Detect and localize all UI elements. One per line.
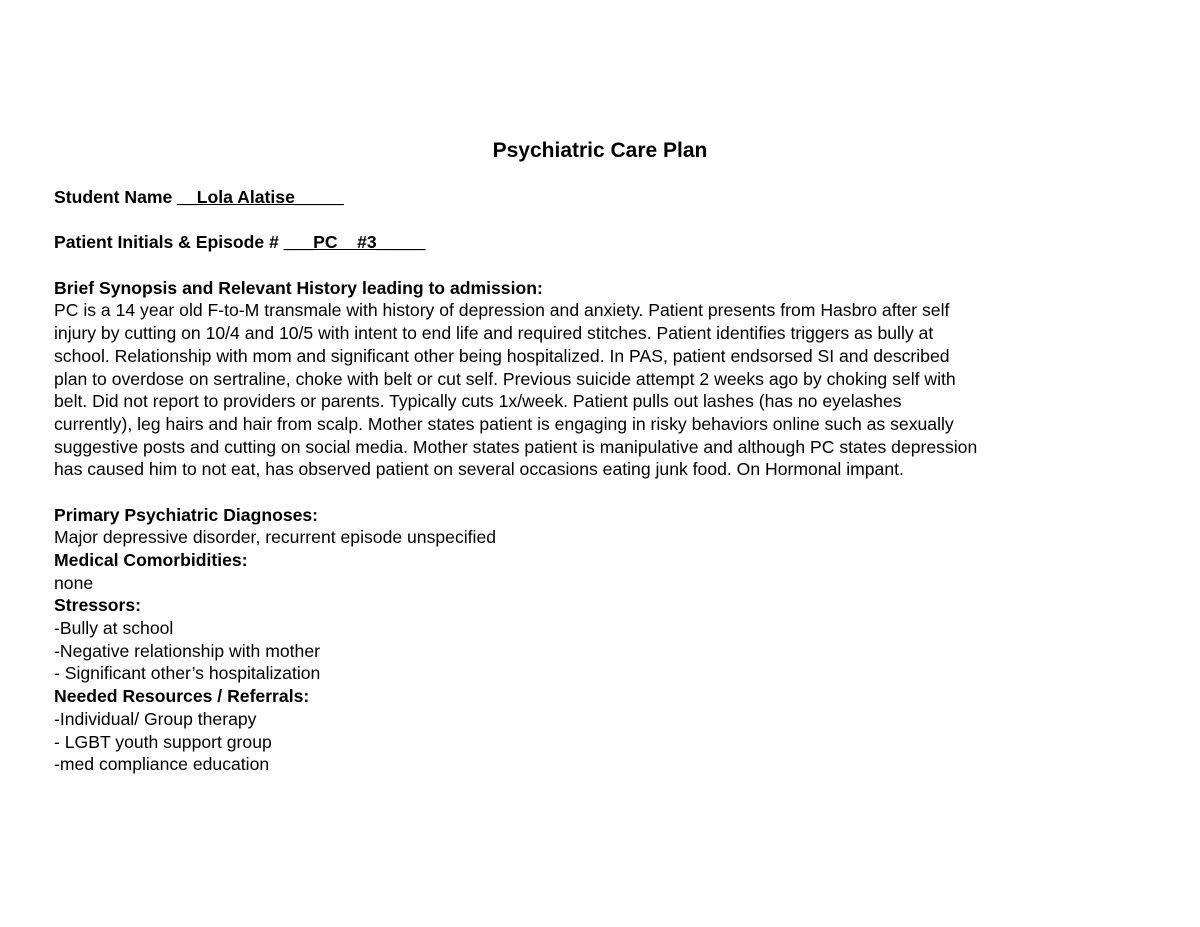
patient-initials-label: Patient Initials & Episode # (54, 232, 284, 253)
synopsis-heading: Brief Synopsis and Relevant History leading to admission: (54, 277, 543, 298)
stressor-item: -Negative relationship with mother (54, 640, 320, 661)
spacer (54, 209, 1154, 232)
care-plan-body (54, 186, 1154, 776)
patient-initials-line (54, 231, 1154, 254)
stressor-item: - Significant other’s hospitalization (54, 663, 321, 684)
resource-item: -Individual/ Group therapy (54, 708, 257, 729)
spacer (54, 254, 1154, 277)
stressor-item: -Bully at school (54, 618, 174, 639)
diagnosis-item: Major depressive disorder, recurrent episode unspecified (54, 527, 497, 548)
synopsis-line: suggestive posts and cutting on social media. Mother states patient is manipulative and although PC states depression (54, 436, 978, 457)
patient-initials-value: ___PC #3_____ (283, 232, 426, 253)
synopsis-line: school. Relationship with mom and significant other being hospitalized. In PAS, patient endsorsed SI and described (54, 345, 950, 366)
synopsis-line: injury by cutting on 10/4 and 10/5 with intent to end life and required stitches. Patient identifies triggers as bully at (54, 323, 934, 344)
resource-item: -med compliance education (54, 754, 270, 775)
resource-item: - LGBT youth support group (54, 731, 272, 752)
page-title: Psychiatric Care Plan (492, 139, 708, 162)
resources-heading: Needed Resources / Referrals: (54, 686, 310, 707)
diagnoses-heading: Primary Psychiatric Diagnoses: (54, 504, 319, 525)
student-name-label: Student Name (54, 187, 178, 207)
synopsis-text (54, 299, 1099, 481)
spacer (54, 481, 1154, 504)
comorbidity-item: none (54, 572, 94, 593)
comorbidities-heading: Medical Comorbidities: (54, 550, 248, 570)
student-name-line (54, 186, 1154, 209)
synopsis-line: belt. Did not report to providers or parents. Typically cuts 1x/week. Patient pulls out lashes (has no eyelashes (54, 391, 902, 412)
stressors-heading: Stressors: (54, 595, 142, 616)
synopsis-line: currently), leg hairs and hair from scalp. Mother states patient is engaging in risky behaviors online such as sexually (54, 413, 954, 434)
student-name-value: __Lola Alatise_____ (177, 187, 344, 207)
synopsis-line: has caused him to not eat, has observed patient on several occasions eating junk food. On Hormonal impant. (54, 459, 904, 480)
synopsis-line: plan to overdose on sertraline, choke with belt or cut self. Previous suicide attempt 2 weeks ago by choking self with (54, 368, 956, 389)
synopsis-line: PC is a 14 year old F-to-M transmale with history of depression and anxiety. Patient presents from Hasbro after self (54, 300, 950, 321)
